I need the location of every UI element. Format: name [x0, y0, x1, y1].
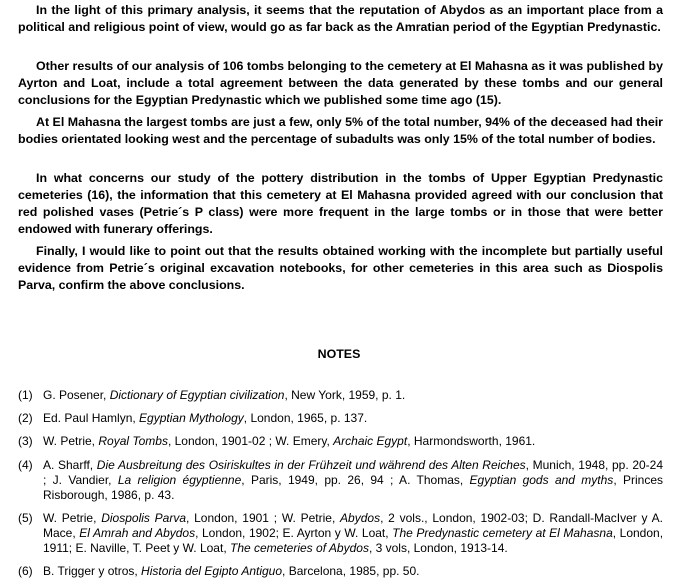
citation-title: Die Ausbreitung des Osiriskultes in der Frühzeit und während des Alten Reiches	[96, 458, 526, 472]
citation-text: B. Trigger y otros,	[43, 564, 142, 578]
citation-text: , London, 1911; E. Naville, T. Peet y W. Loat,	[43, 526, 664, 555]
citation-text: , London, 1901-02 ; W. Emery,	[167, 434, 334, 448]
citation-title: Historia del Egipto Antiguo	[141, 564, 283, 578]
citation-title: Egyptian gods and myths	[469, 473, 614, 487]
footnote-number: (6)	[18, 564, 33, 578]
citation-title: Abydos	[340, 511, 381, 525]
citation-text: , Munich, 1948, pp. 20-24 ; J. Vandier,	[43, 458, 664, 487]
citation-text: , 2 vols., London, 1902-03; D. Randall-MacIver y A. Mace,	[43, 511, 663, 540]
footnote-number: (5)	[18, 511, 33, 525]
citation-text: , Paris, 1949, pp. 26, 94 ; A. Thomas,	[241, 473, 470, 487]
citation-title: Dictionary of Egyptian civilization	[109, 388, 285, 402]
body-paragraph-5: Finally, I would like to point out that the results obtained working with the incomplete but partially useful evidence from Petrie´s original excavation notebooks, for other cemeteries in this area such as Diospolis Parva, confirm the above conclusions.	[18, 244, 663, 292]
citation-title: Egyptian Mythology	[139, 411, 244, 425]
footnote-number: (4)	[18, 458, 33, 472]
citation-text: , Barcelona, 1985, pp. 50.	[282, 564, 420, 578]
footnote-text	[43, 411, 663, 426]
footnote-text	[43, 511, 663, 556]
citation-text: G. Posener,	[43, 388, 110, 402]
citation-text: , London, 1965, p. 137.	[243, 411, 368, 425]
footnote-text	[43, 388, 663, 403]
citation-text: , Princes Risborough, 1986, p. 43.	[43, 473, 663, 502]
citation-text: , New York, 1959, p. 1.	[284, 388, 406, 402]
citation-text: W. Petrie,	[43, 434, 99, 448]
citation-title: The Predynastic cemetery at El Mahasna	[392, 526, 613, 540]
body-paragraph-2: Other results of our analysis of 106 tombs belonging to the cemetery at El Mahasna as it was published by Ayrton and Loat, include a total agreement between the data generated by these tombs and our general conclusions for the Egyptian Predynastic which we published some time ago (15).	[18, 59, 663, 107]
citation-title: La religion égyptienne	[117, 473, 242, 487]
body-paragraph-4: In what concerns our study of the pottery distribution in the tombs of Upper Egyptian Predynastic cemeteries (16), the information that this cemetery at El Mahasna provided agreed with our conclusion that red polished vases (Petrie´s P class) were more frequent in the large tombs or in those that were better endowed with funerary offerings.	[18, 171, 663, 236]
citation-title: Diospolis Parva	[101, 511, 187, 525]
citation-text: , Harmondsworth, 1961.	[407, 434, 536, 448]
notes-heading: NOTES	[317, 347, 361, 361]
footnote-6	[18, 564, 663, 579]
footnote-number: (3)	[18, 434, 33, 448]
footnote-text	[43, 434, 663, 449]
citation-title: The cemeteries of Abydos	[229, 541, 369, 555]
citation-text: , London, 1902; E. Ayrton y W. Loat,	[195, 526, 393, 540]
citation-text: , London, 1901 ; W. Petrie,	[186, 511, 341, 525]
citation-text: Ed. Paul Hamlyn,	[43, 411, 140, 425]
body-paragraph-1: In the light of this primary analysis, it seems that the reputation of Abydos as an important place from a political and religious point of view, would go as far back as the Amratian period of the Egyptian Predynastic.	[18, 3, 663, 34]
footnote-2	[18, 411, 663, 426]
footnote-text	[43, 564, 663, 579]
citation-title: Archaic Egypt	[333, 434, 408, 448]
body-paragraph-3: At El Mahasna the largest tombs are just a few, only 5% of the total number, 94% of the deceased had their bodies orientated looking west and the percentage of subadults was only 15% of the total number of bodies.	[18, 115, 663, 146]
footnote-5	[18, 511, 663, 556]
citation-text: A. Sharff,	[43, 458, 97, 472]
citation-title: El Amrah and Abydos	[79, 526, 196, 540]
footnote-3	[18, 434, 663, 449]
footnote-4	[18, 458, 663, 503]
footnote-number: (2)	[18, 411, 33, 425]
citation-text: W. Petrie,	[43, 511, 102, 525]
footnote-number: (1)	[18, 388, 33, 402]
citation-title: Royal Tombs	[98, 434, 168, 448]
citation-text: , 3 vols, London, 1913-14.	[368, 541, 508, 555]
footnote-text	[43, 458, 663, 503]
footnote-1	[18, 388, 663, 403]
